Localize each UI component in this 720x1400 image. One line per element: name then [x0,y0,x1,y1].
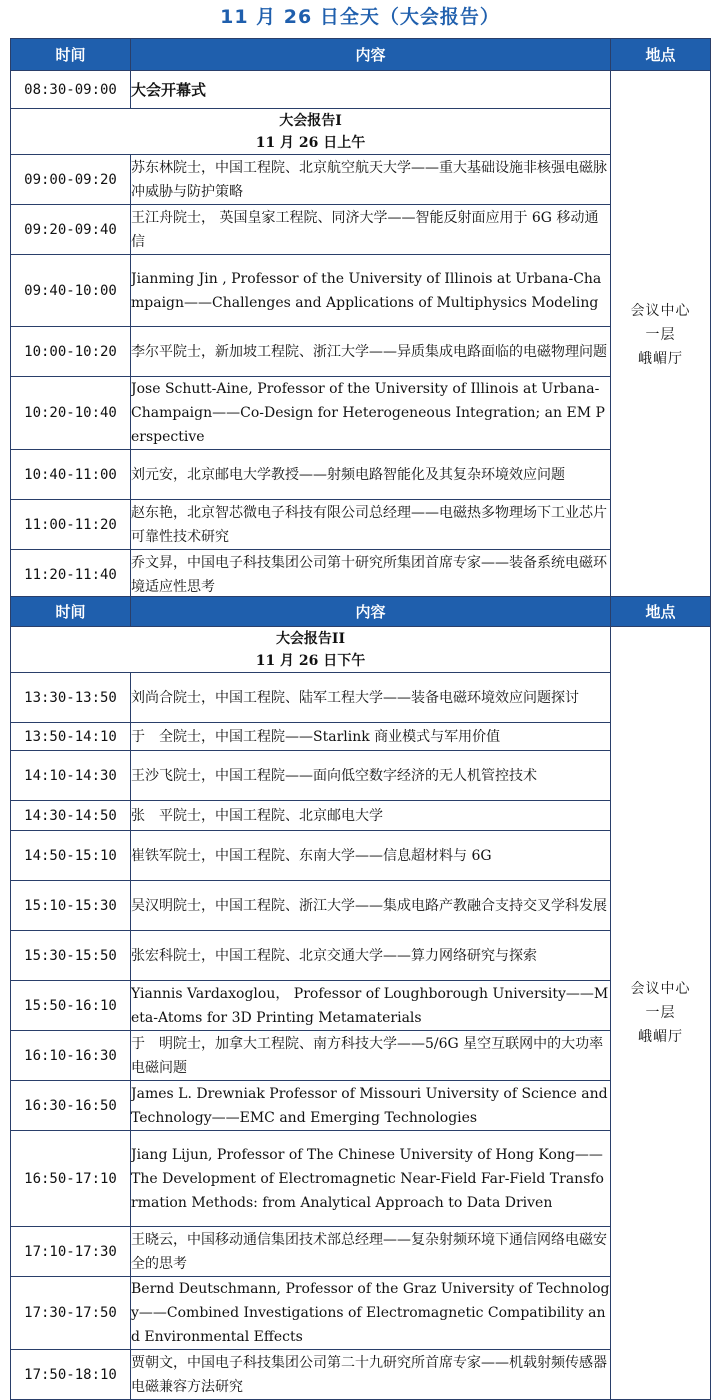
time-cell: 13:50-14:10 [11,723,131,751]
venue-line: 一层 [645,1005,676,1021]
header-venue: 地点 [611,39,711,71]
table-row [11,1227,711,1277]
table-row [11,550,711,600]
talk-cell: 贾朝文，中国电子科技集团公司第二十九研究所首席专家——机载射频传感器电磁兼容方法研究 [131,1350,611,1400]
header-content: 内容 [131,597,611,627]
time-cell: 13:30-13:50 [11,673,131,723]
talk-cell: Jiang Lijun, Professor of The Chinese University of Hong Kong——The Development of Electromagnetic Near-Field Far-Field Transformation Methods: from Analytical Approach to Data Driven [131,1131,611,1227]
table-row [11,931,711,981]
table-row [11,673,711,723]
opening-title: 大会开幕式 [131,71,611,109]
time-cell: 11:00-11:20 [11,500,131,550]
time-cell: 15:50-16:10 [11,981,131,1031]
talk-cell: Yiannis Vardaxoglou， Professor of Loughborough University——Meta-Atoms for 3D Printing Metamaterials [131,981,611,1031]
talk-cell: Bernd Deutschmann, Professor of the Graz University of Technology——Combined Investigations of Electromagnetic Compatibility and Environmental Effects [131,1277,611,1350]
talk-cell: 张 平院士，中国工程院、北京邮电大学 [131,801,611,831]
table-row [11,831,711,881]
schedule-table-morning [10,38,711,600]
opening-row [11,71,711,109]
table-row [11,881,711,931]
talk-cell: 于 明院士，加拿大工程院、南方科技大学——5/6G 星空互联网中的大功率电磁问题 [131,1031,611,1081]
session-date: 11 月 26 日下午 [255,652,366,669]
talk-cell: 刘尚合院士，中国工程院、陆军工程大学——装备电磁环境效应问题探讨 [131,673,611,723]
talk-cell: 赵东艳，北京智芯微电子科技有限公司总经理——电磁热多物理场下工业芯片可靠性技术研究 [131,500,611,550]
table-row [11,1081,711,1131]
talk-cell: 苏东林院士，中国工程院、北京航空航天大学——重大基础设施非核强电磁脉冲威胁与防护策略 [131,155,611,205]
header-row [11,597,711,627]
time-cell: 17:10-17:30 [11,1227,131,1277]
talk-cell: Jose Schutt-Aine, Professor of the University of Illinois at Urbana-Champaign——Co-Design for Heterogeneous Integration; an EM Perspective [131,377,611,450]
table-row [11,1031,711,1081]
time-cell: 08:30-09:00 [11,71,131,109]
table-row [11,450,711,500]
session-header [11,109,611,155]
time-cell: 10:20-10:40 [11,377,131,450]
time-cell: 09:40-10:00 [11,255,131,327]
time-cell: 16:30-16:50 [11,1081,131,1131]
talk-cell: 吴汉明院士，中国工程院、浙江大学——集成电路产教融合支持交叉学科发展 [131,881,611,931]
time-cell: 17:30-17:50 [11,1277,131,1350]
time-cell: 15:30-15:50 [11,931,131,981]
time-cell: 10:00-10:20 [11,327,131,377]
talk-cell: 王沙飞院士，中国工程院——面向低空数字经济的无人机管控技术 [131,751,611,801]
time-cell: 14:10-14:30 [11,751,131,801]
time-cell: 14:30-14:50 [11,801,131,831]
table-row [11,1131,711,1227]
talk-cell: 张宏科院士，中国工程院、北京交通大学——算力网络研究与探索 [131,931,611,981]
venue-line: 峨嵋厅 [638,351,683,367]
table-row [11,723,711,751]
talk-cell: James L. Drewniak Professor of Missouri University of Science and Technology——EMC and Emerging Technologies [131,1081,611,1131]
talk-cell: 于 全院士，中国工程院——Starlink 商业模式与军用价值 [131,723,611,751]
venue-cell-morning [611,71,711,600]
header-row [11,39,711,71]
table-row [11,377,711,450]
header-time: 时间 [11,597,131,627]
talk-cell: 刘元安，北京邮电大学教授——射频电路智能化及其复杂环境效应问题 [131,450,611,500]
table-row [11,327,711,377]
page-title: 11 月 26 日全天（大会报告） [220,6,500,28]
session-header-row [11,627,711,673]
table-row [11,255,711,327]
venue-line: 峨嵋厅 [638,1029,683,1045]
talk-cell: 王江舟院士， 英国皇家工程院、同济大学——智能反射面应用于 6G 移动通信 [131,205,611,255]
table-row [11,155,711,205]
session-date: 11 月 26 日上午 [255,134,366,151]
talk-cell: 崔铁军院士，中国工程院、东南大学——信息超材料与 6G [131,831,611,881]
header-time: 时间 [11,39,131,71]
time-cell: 16:10-16:30 [11,1031,131,1081]
venue-line: 会议中心 [630,981,691,997]
time-cell: 15:10-15:30 [11,881,131,931]
session-title: 大会报告II [275,630,346,647]
venue-line: 一层 [645,327,676,343]
header-venue: 地点 [611,597,711,627]
table-row [11,500,711,550]
talk-cell: 李尔平院士，新加坡工程院、浙江大学——异质集成电路面临的电磁物理问题 [131,327,611,377]
venue-cell-afternoon [611,627,711,1400]
talk-cell: Jianming Jin , Professor of the University of Illinois at Urbana-Champaign——Challenges and Applications of Multiphysics Modeling [131,255,611,327]
time-cell: 09:00-09:20 [11,155,131,205]
time-cell: 10:40-11:00 [11,450,131,500]
time-cell: 17:50-18:10 [11,1350,131,1400]
schedule-table-afternoon [10,596,711,1400]
table-row [11,205,711,255]
time-cell: 16:50-17:10 [11,1131,131,1227]
table-row [11,1350,711,1400]
time-cell: 09:20-09:40 [11,205,131,255]
table-row [11,801,711,831]
venue-line: 会议中心 [630,303,691,319]
time-cell: 14:50-15:10 [11,831,131,881]
talk-cell: 乔文昇，中国电子科技集团公司第十研究所集团首席专家——装备系统电磁环境适应性思考 [131,550,611,600]
session-title: 大会报告I [279,112,342,129]
table-row [11,981,711,1031]
session-header [11,627,611,673]
session-header-row [11,109,711,155]
talk-cell: 王晓云，中国移动通信集团技术部总经理——复杂射频环境下通信网络电磁安全的思考 [131,1227,611,1277]
table-row [11,1277,711,1350]
header-content: 内容 [131,39,611,71]
table-row [11,751,711,801]
time-cell: 11:20-11:40 [11,550,131,600]
